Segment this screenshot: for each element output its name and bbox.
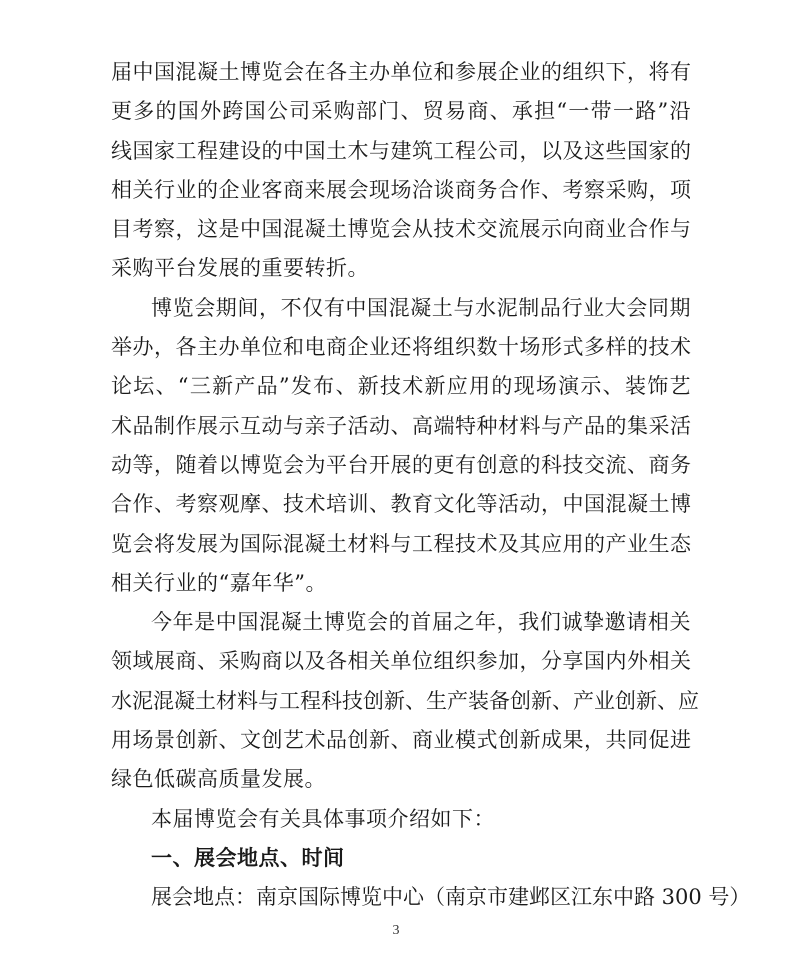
paragraph-3-line-5: 绿色低碳高质量发展。	[111, 767, 326, 792]
paragraph-1-line-6: 采购平台发展的重要转折。	[111, 256, 369, 281]
paragraph-4-line-1: 本届博览会有关具体事项介绍如下：	[151, 806, 495, 831]
paragraph-2-line-5: 动等，随着以博览会为平台开展的更有创意的科技交流、商务	[111, 452, 692, 477]
paragraph-2-line-8: 相关行业的“嘉年华”。	[111, 570, 327, 595]
body-text	[111, 53, 751, 918]
paragraph-2-line-3: 论坛、“三新产品”发布、新技术新应用的现场演示、装饰艺	[111, 374, 691, 399]
paragraph-3-line-2: 领域展商、采购商以及各相关单位组织参加，分享国内外相关	[111, 649, 692, 674]
paragraph-1-line-4: 相关行业的企业客商来展会现场洽谈商务合作、考察采购，项	[111, 177, 692, 202]
paragraph-1-line-1: 届中国混凝土博览会在各主办单位和参展企业的组织下，将有	[111, 60, 692, 84]
paragraph-3-line-4: 用场景创新、文创艺术品创新、商业模式创新成果，共同促进	[111, 728, 692, 753]
venue-line: 展会地点：南京国际博览中心（南京市建邺区江东中路 300 号）	[151, 885, 751, 910]
paragraph-2-line-2: 举办，各主办单位和电商企业还将组织数十场形式多样的技术	[111, 335, 692, 360]
paragraph-3-line-3: 水泥混凝土材料与工程科技创新、生产装备创新、产业创新、应	[111, 688, 699, 713]
paragraph-2-line-4: 术品制作展示互动与亲子活动、高端特种材料与产品的集采活	[111, 413, 692, 438]
paragraph-3-line-1: 今年是中国混凝土博览会的首届之年，我们诚挚邀请相关	[151, 610, 691, 635]
paragraph-2-line-1: 博览会期间，不仅有中国混凝土与水泥制品行业大会同期	[151, 295, 691, 320]
paragraph-2-line-6: 合作、考察观摩、技术培训、教育文化等活动，中国混凝土博	[111, 492, 692, 517]
paragraph-1-line-3: 线国家工程建设的中国土木与建筑工程公司，以及这些国家的	[111, 138, 692, 163]
section-heading: 一、展会地点、时间	[151, 845, 345, 870]
page-number: 3	[392, 923, 400, 938]
paragraph-2-line-7: 览会将发展为国际混凝土材料与工程技术及其应用的产业生态	[111, 531, 692, 556]
paragraph-1-line-5: 目考察，这是中国混凝土博览会从技术交流展示向商业合作与	[111, 217, 692, 242]
paragraph-1-line-2: 更多的国外跨国公司采购部门、贸易商、承担“一带一路”沿	[111, 99, 691, 124]
